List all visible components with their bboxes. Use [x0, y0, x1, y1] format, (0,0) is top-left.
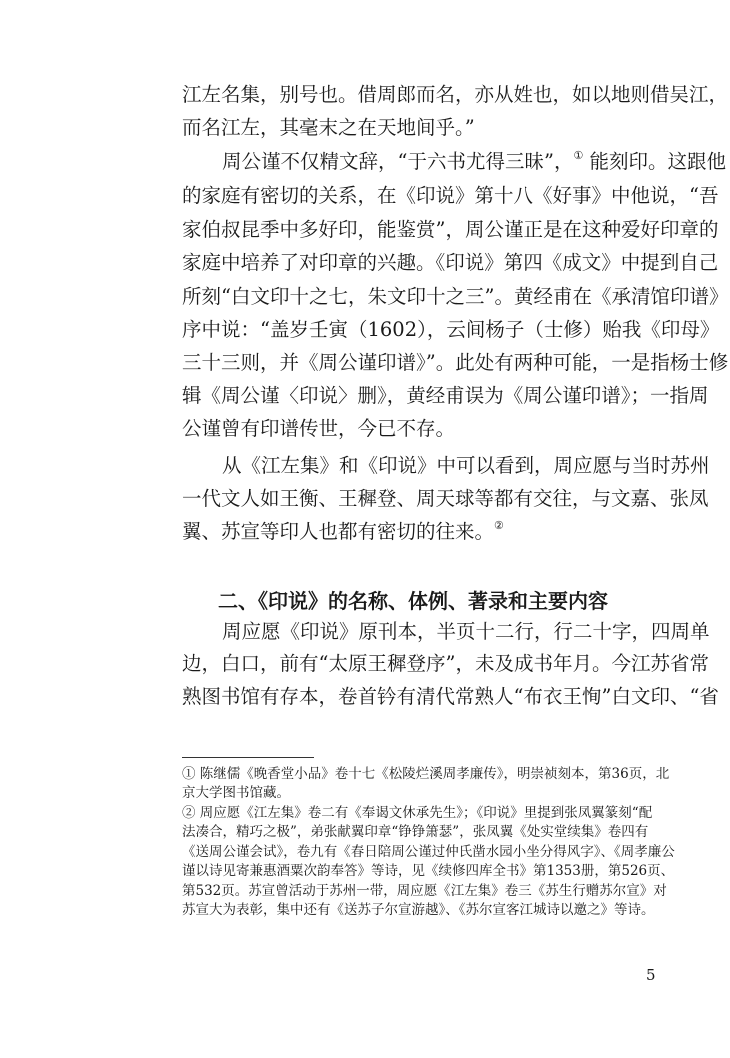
- text-line: 从《江左集》和《印说》中可以看到，周应愿与当时苏州: [222, 454, 710, 477]
- footnote-line: 苏宣大为表彰，集中还有《送苏子尔宣游越》、《苏尔宣客江城诗以邀之》等诗。: [182, 902, 655, 918]
- footnote-divider: [182, 757, 314, 758]
- text-line: 三十三则，并《周公谨印谱》”。此处有两种可能，一是指杨士修: [182, 351, 729, 374]
- footnote-line: 法凑合，精巧之极”，弟张献翼印章“铮铮箫瑟”，张凤翼《处实堂续集》卷四有: [182, 824, 649, 840]
- section-heading: 二、《印说》的名称、体例、著录和主要内容: [218, 589, 608, 613]
- text-line: 家伯叔昆季中多好印，能鉴赏”，周公谨正是在这种爱好印章的: [182, 218, 719, 241]
- text-line: 辑《周公谨〈印说〉删》，黄经甫误为《周公谨印谱》；一指周: [182, 384, 709, 407]
- text-line: 而名江左，其毫末之在天地间乎。”: [182, 116, 475, 139]
- footnote-ref: ②: [494, 519, 504, 532]
- text-line: 的家庭有密切的关系，在《印说》第十八《好事》中他说，“吾: [182, 184, 719, 207]
- footnote-line: 京大学图书馆藏。: [182, 785, 290, 801]
- text-line: [222, 149, 727, 174]
- text: 周公谨不仅精文辞，“于六书尤得三昧”，: [222, 150, 574, 173]
- footnote-ref: ①: [573, 149, 584, 162]
- text-line: 熟图书馆有存本，卷首钤有清代常熟人“布衣王恂”白文印、“省: [182, 685, 719, 708]
- footnote-line: 《送周公谨会试》，卷九有《春日陪周公谨过仲氏凿水园小坐分得风字》、《周孝廉公: [182, 844, 675, 860]
- page-number: 5: [646, 966, 656, 984]
- text-line: 江左名集，别号也。借周郎而名，亦从姓也，如以地则借吴江，: [182, 83, 729, 106]
- footnote-line: 第532页。苏宣曾活动于苏州一带，周应愿《江左集》卷三《苏生行赠苏尔宣》对: [182, 883, 667, 899]
- text-line: 家庭中培养了对印章的兴趣。《印说》第四《成文》中提到自己: [182, 251, 719, 274]
- footnote-line: ① 陈继儒《晚香堂小品》卷十七《松陵烂溪周孝廉传》，明崇祯刻本，第36页，北: [182, 766, 670, 782]
- text-line: 边，白口，前有“太原王穉登序”，未及成书年月。今江苏省常: [182, 652, 709, 675]
- footnote-line: 谨以诗见寄兼惠酒粟次韵奉答》等诗，见《续修四库全书》第1353册，第526页、: [182, 863, 675, 879]
- text-line: 所刻“白文印十之七，朱文印十之三”。黄经甫在《承清馆印谱》: [182, 285, 729, 308]
- text-line: 公谨曾有印谱传世，今已不存。: [182, 417, 456, 440]
- text-line: [182, 520, 622, 544]
- text: 翼、苏宣等印人也都有密切的往来。: [182, 520, 495, 543]
- text-line: 一代文人如王衡、王穉登、周天球等都有交往，与文嘉、张凤: [182, 487, 709, 510]
- text-line: 序中说：“盖岁壬寅（1602），云间杨子（士修）贻我《印母》: [182, 318, 720, 341]
- text-line: 周应愿《印说》原刊本，半页十二行，行二十字，四周单: [222, 620, 710, 643]
- footnote-line: ② 周应愿《江左集》卷二有《奉谒文休承先生》；《印说》里提到张凤翼篆刻“配: [182, 805, 653, 821]
- text: 能刻印。这跟他: [583, 150, 727, 173]
